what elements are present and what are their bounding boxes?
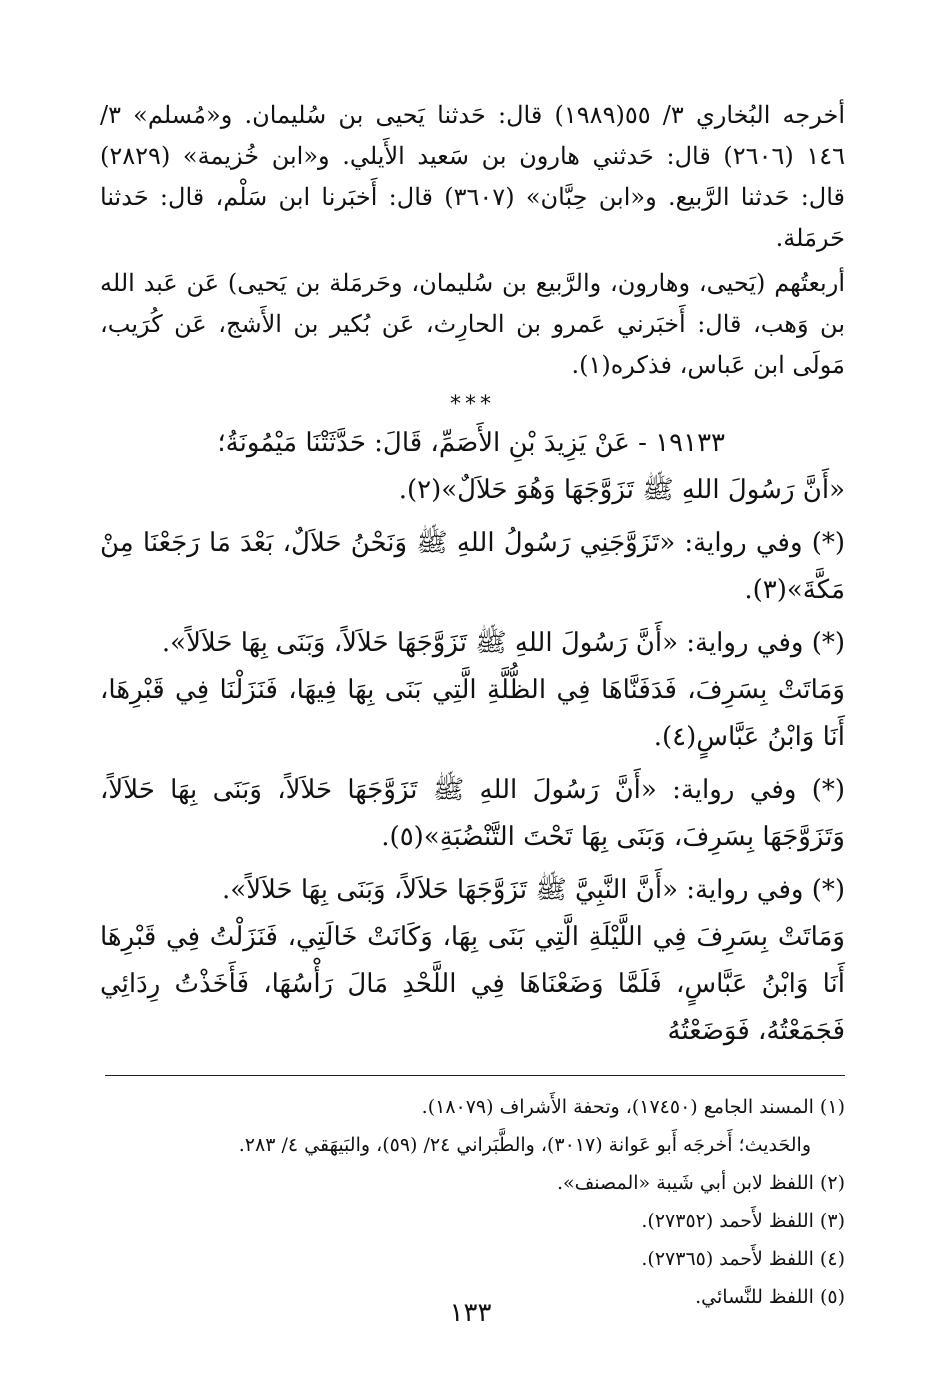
hadith-variant: (*) وفي رواية: «أَنَّ رَسُولَ اللهِ ﷺ تَزَوَّجَهَا حَلاَلاً، وَبَنَى بِهَا حَلاَلاً، وَتَزَوَّجَهَا بِسَرِفَ، وَبَنَى بِهَا تَحْتَ التَّنْضُبَةِ»(٥). [100, 775, 845, 852]
footnote: (٣) اللفظ لأَحمد (٢٧٣٥٢). [641, 1210, 845, 1232]
hadith-variant: (*) وفي رواية: «أَنَّ النَّبِيَّ ﷺ تَزَوَّجَهَا حَلاَلاً، وَبَنَى بِهَا حَلاَلاً». [222, 875, 845, 905]
section-separator: *** [450, 392, 495, 417]
hadith-opening: ١٩١٣٣ - عَنْ يَزِيدَ بْنِ الأَصَمِّ، قَالَ: حَدَّثَتْنَا مَيْمُونَةُ؛ [217, 428, 725, 458]
footnotes [100, 1088, 845, 1316]
book-page [100, 95, 845, 1345]
page-number: ١٣٣ [449, 1298, 492, 1328]
isnad-paragraph: أربعتُهم (يَحيى، وهارون، والرَّبيع بن سُليمان، وحَرمَلة بن يَحيى) عَن عَبد الله بن وَهب، قال: أَخبَرني عَمرو بن الحارِث، عَن بُكير بن الأَشج، عَن كُرَيب، مَولَى ابن عَباس، فذكره(١). [100, 269, 845, 379]
hadith-variant: (*) وفي رواية: «تَزَوَّجَنِي رَسُولُ اللهِ ﷺ وَنَحْنُ حَلاَلٌ، بَعْدَ مَا رَجَعْنَا مِنْ مَكَّةَ»(٣). [100, 528, 845, 605]
footnote: (١) المسند الجامع (١٧٤٥٠)، وتحفة الأَشراف (١٨٠٧٩). [421, 1096, 845, 1118]
hadith-main-text: «أَنَّ رَسُولَ اللهِ ﷺ تَزَوَّجَهَا وَهُوَ حَلاَلٌ»(٢). [398, 475, 845, 505]
footnote-continuation: والحَديث؛ أَخرجَه أَبو عَوانة (٣٠١٧)، والطَّبَراني ٢٤/ (٥٩)، والبَيهَقي ٤/ ٢٨٣. [238, 1134, 811, 1156]
takhrij-paragraph: أخرجه البُخاري ٣/ ٥٥(١٩٨٩) قال: حَدثنا يَحيى بن سُليمان. و«مُسلم» ٣/ ١٤٦ (٢٦٠٦) قال: حَدثني هارون بن سَعيد الأَيلي. و«ابن خُزيمة» (٢٨٢٩) قال: حَدثنا الرَّبيع. و«ابن حِبَّان» (٣٦٠٧) قال: أَخبَرنا ابن سَلْم، قال: حَدثنا حَرمَلة. [100, 101, 846, 252]
footnote: (٤) اللفظ لأَحمد (٢٧٣٦٥). [641, 1248, 845, 1270]
footnote: (٢) اللفظ لابن أبي شَيبة «المصنف». [556, 1172, 845, 1194]
footnote-divider [105, 1075, 845, 1076]
footnote: (٥) اللفظ للنَّسائي. [695, 1286, 845, 1308]
hadith-variant: (*) وفي رواية: «أَنَّ رَسُولَ اللهِ ﷺ تَزَوَّجَهَا حَلاَلاً، وَبَنَى بِهَا حَلاَلاً». [161, 628, 845, 658]
hadith-variant-continuation: وَمَاتَتْ بِسَرِفَ فِي اللَّيْلَةِ الَّتِي بَنَى بِهَا، وَكَانَتْ خَالَتِي، فَنَزَلْتُ فِي قَبْرِهَا أَنَا وَابْنُ عَبَّاسٍ، فَلَمَّا وَضَعْنَاهَا فِي اللَّحْدِ مَالَ رَأْسُهَا، فَأَخَذْتُ رِدَائِي فَجَمَعْتُهُ، فَوَضَعْتُهُ [100, 922, 845, 1046]
hadith-variant-continuation: وَمَاتَتْ بِسَرِفَ، فَدَفَنَّاهَا فِي الظُّلَّةِ الَّتِي بَنَى بِهَا فِيهَا، فَنَزَلْنَا فِي قَبْرِهَا، أَنَا وَابْنُ عَبَّاسٍ(٤). [100, 675, 845, 752]
